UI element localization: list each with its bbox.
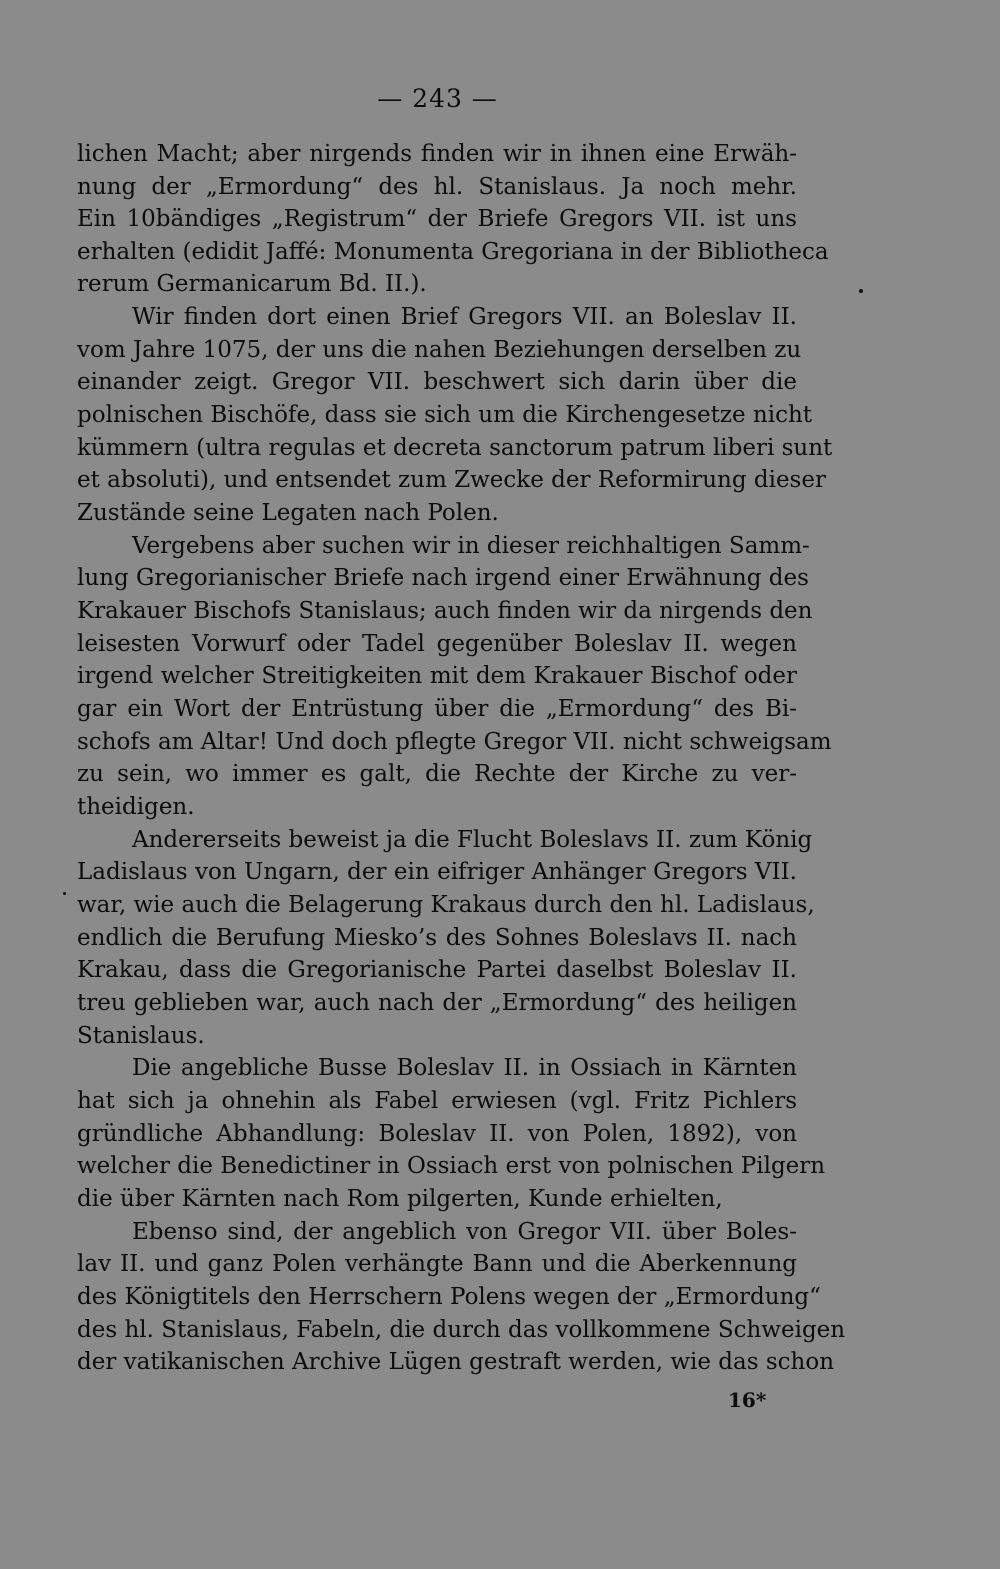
text-line: endlich die Berufung Miesko’s des Sohnes Boleslavs II. nach (77, 925, 797, 951)
text-line: polnischen Bischöfe, dass sie sich um die Kirchengesetze nicht (77, 402, 813, 428)
text-line: lung Gregorianischer Briefe nach irgend einer Erwähnung des (77, 565, 809, 591)
text-line: Zustände seine Legaten nach Polen. (77, 500, 499, 526)
text-line: schofs am Altar! Und doch pflegte Gregor VII. nicht schweigsam (77, 729, 832, 755)
text-line: rerum Germanicarum Bd. II.). (77, 271, 427, 297)
text-line: Die angebliche Busse Boleslav II. in Ossiach in Kärnten (132, 1055, 797, 1081)
text-line: kümmern (ultra regulas et decreta sanctorum patrum liberi sunt (77, 435, 833, 461)
page-number: — 243 — (377, 84, 498, 113)
scan-speck (63, 892, 66, 895)
text-line: nung der „Ermordung“ des hl. Stanislaus. Ja noch mehr. (77, 174, 797, 200)
text-line: des Königtitels den Herrschern Polens wegen der „Ermordung“ (77, 1284, 821, 1310)
text-line: des hl. Stanislaus, Fabeln, die durch das vollkommene Schweigen (77, 1317, 846, 1343)
text-line: war, wie auch die Belagerung Krakaus durch den hl. Ladislaus, (77, 892, 815, 918)
text-line: der vatikanischen Archive Lügen gestraft werden, wie das schon (77, 1349, 835, 1375)
text-line: Andererseits beweist ja die Flucht Boleslavs II. zum König (132, 827, 813, 853)
text-line: gar ein Wort der Entrüstung über die „Ermordung“ des Bi- (77, 696, 797, 722)
text-line: treu geblieben war, auch nach der „Ermordung“ des heiligen (77, 990, 797, 1016)
text-line: lav II. und ganz Polen verhängte Bann und die Aberkennung (77, 1251, 797, 1277)
text-line: leisesten Vorwurf oder Tadel gegenüber Boleslav II. wegen (77, 631, 797, 657)
text-line: hat sich ja ohnehin als Fabel erwiesen (vgl. Fritz Pichlers (77, 1088, 797, 1114)
text-line: theidigen. (77, 794, 195, 820)
text-line: einander zeigt. Gregor VII. beschwert sich darin über die (77, 369, 797, 395)
text-line: die über Kärnten nach Rom pilgerten, Kunde erhielten, (77, 1186, 723, 1212)
text-line: erhalten (edidit Jaffé: Monumenta Gregoriana in der Bibliotheca (77, 239, 829, 265)
scan-speck (859, 289, 863, 293)
text-line: et absoluti), und entsendet zum Zwecke der Reformirung dieser (77, 467, 826, 493)
text-line: welcher die Benedictiner in Ossiach erst von polnischen Pilgern (77, 1153, 826, 1179)
text-line: gründliche Abhandlung: Boleslav II. von Polen, 1892), von (77, 1121, 797, 1147)
text-line: Wir finden dort einen Brief Gregors VII. an Boleslav II. (132, 304, 797, 330)
text-line: Ein 10bändiges „Registrum“ der Briefe Gregors VII. ist uns (77, 206, 797, 232)
text-line: Stanislaus. (77, 1023, 205, 1049)
text-line: Krakauer Bischofs Stanislaus; auch finden wir da nirgends den (77, 598, 813, 624)
text-line: Ebenso sind, der angeblich von Gregor VII. über Boles- (132, 1219, 797, 1245)
text-line: zu sein, wo immer es galt, die Rechte der Kirche zu ver- (77, 761, 797, 787)
signature-mark: 16* (728, 1388, 767, 1412)
text-line: lichen Macht; aber nirgends finden wir in ihnen eine Erwäh- (77, 141, 797, 167)
text-line: irgend welcher Streitigkeiten mit dem Krakauer Bischof oder (77, 663, 797, 689)
text-line: Ladislaus von Ungarn, der ein eifriger Anhänger Gregors VII. (77, 859, 797, 885)
text-line: vom Jahre 1075, der uns die nahen Beziehungen derselben zu (77, 337, 802, 363)
text-line: Vergebens aber suchen wir in dieser reichhaltigen Samm- (132, 533, 810, 559)
text-line: Krakau, dass die Gregorianische Partei daselbst Boleslav II. (77, 957, 797, 983)
